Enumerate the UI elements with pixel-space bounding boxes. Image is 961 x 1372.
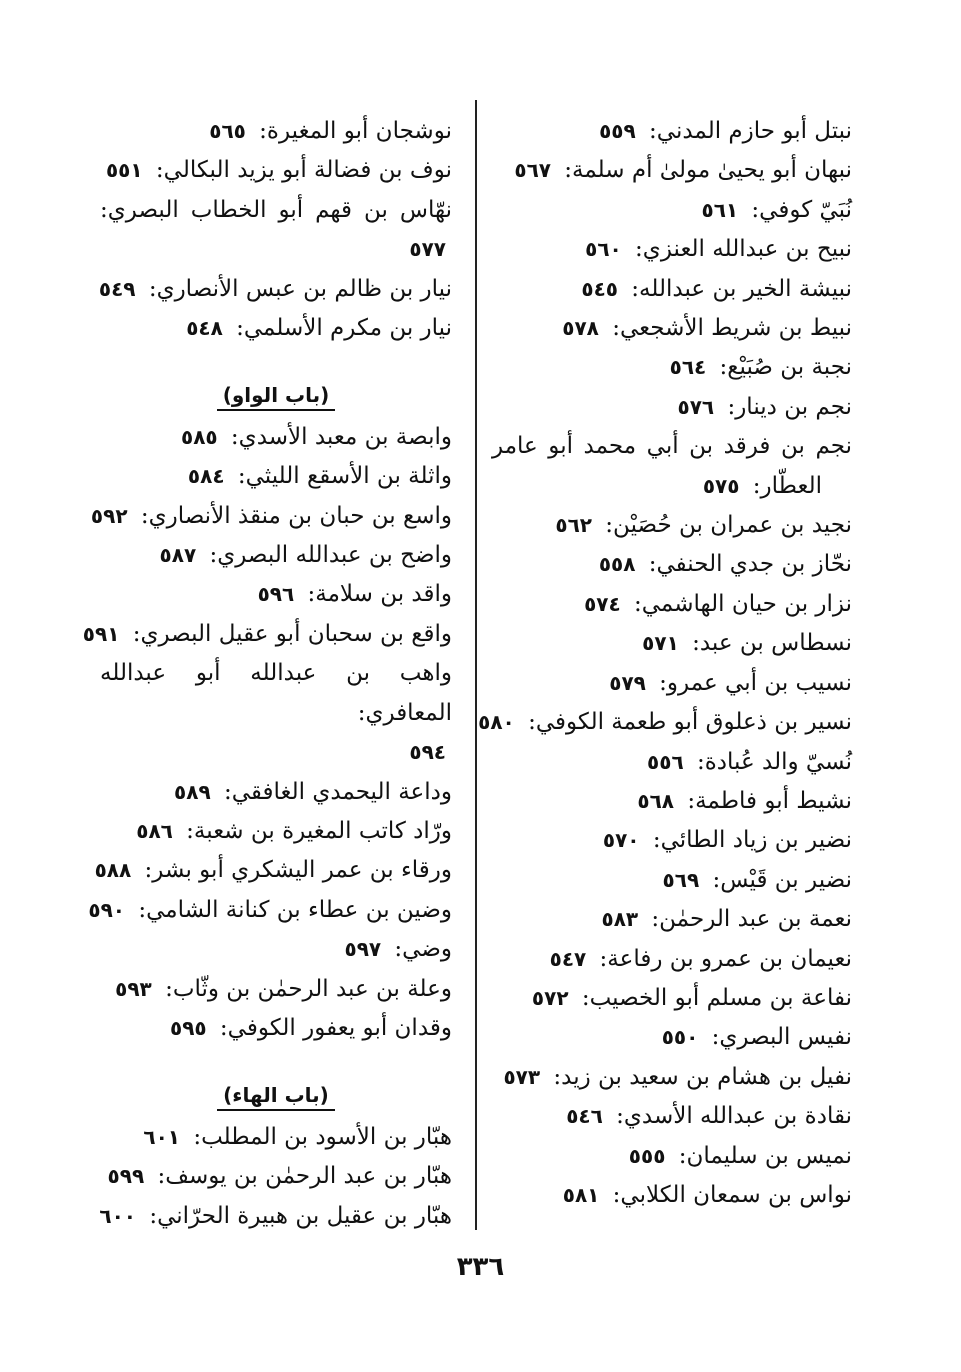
entry-page: ٥٨٥ [181,424,218,449]
entry-page: ٥٤٥ [581,276,618,301]
index-entry [90,497,452,536]
index-entry [100,457,452,496]
index-entry [492,979,852,1018]
page-number: ٣٣٦ [456,1252,505,1282]
entry-page: ٥٤٩ [98,276,136,301]
entry-name: وابصة بن معبد الأسدي: [223,423,452,450]
index-entry [492,427,852,506]
entry-page: ٥٩١ [82,621,120,646]
entry-name: وداعة اليحمدي الغافقي: [216,778,452,805]
entry-page: ٥٦٥ [209,119,246,143]
index-entry [100,309,452,348]
entry-name: هبّار بن عبد الرحمٰن بن يوسف: [150,1163,452,1190]
index-entry [492,506,852,545]
entry-page: ٥٨١ [562,1182,600,1207]
index-entry [82,615,452,654]
index-entry [492,664,852,703]
entry-page: ٥٥٩ [599,119,636,143]
entry-page: ٥٩٢ [90,503,128,528]
entry-page: ٥٨٩ [174,779,211,804]
index-entry [492,191,852,230]
index-entry [100,1157,452,1196]
entry-name: نُسيّ والد عُبادة: [689,748,852,775]
index-entry [492,151,852,190]
entry-name: واسع بن حبان بن منقذ الأنصاري: [133,502,452,529]
entry-page: ٥٨٣ [601,907,639,932]
entry-page: ٥٥٥ [628,1143,666,1168]
entry-name: نجم بن دينار: [720,393,852,420]
index-entry [100,812,452,851]
index-entry [492,348,852,387]
entry-name: واضح بن عبدالله البصري: [202,542,452,569]
entry-page: ٥٥٦ [647,749,684,774]
entry-page: ٥٧١ [642,631,679,656]
index-entry [492,230,852,269]
entry-page: ٥٦٩ [662,867,700,892]
entry-page: ٥٧٣ [503,1064,541,1089]
index-entry [492,900,852,939]
entry-page: ٥٦٧ [514,158,551,183]
entry-page: ٥٩٤ [409,740,446,765]
entry-page: ٥٤٨ [186,316,223,341]
entry-name: نبيط بن شريط الأشجعي: [604,315,852,342]
entry-name: نجيد بن عمران بن حُصَيْن: [598,512,852,539]
index-entry [492,1097,852,1136]
entry-name: نيار بن ظالم بن عبس الأنصاري: [141,275,452,302]
entry-name: نقادة بن عبدالله الأسدي: [608,1103,852,1130]
index-entry [478,703,852,742]
index-entry [100,1118,452,1157]
entry-name: نضير بن قَيْس: [705,866,852,893]
entry-page: ٦٠١ [143,1124,181,1149]
entry-page: ٥٧٦ [677,394,715,419]
index-entry [492,545,852,584]
entry-name: نشيط أبو فاطمة: [680,787,852,814]
entry-name: نعيمان بن عمرو بن رفاعة: [592,945,852,972]
entry-name: نُبَيّ كوفي: [744,196,852,223]
entry-name: نفيس البصري: [704,1024,852,1051]
entry-name: نسطاس بن عبد: [684,630,852,657]
entry-name: نعمة بن عبد الرحمٰن: [644,906,852,933]
entry-name: ورّاد كاتب المغيرة بن شعبة: [178,817,452,844]
index-entry [100,270,452,309]
index-entry [100,575,452,614]
entry-page: ٥٩٣ [115,976,152,1001]
column-divider [475,100,477,1230]
entry-name: واقد بن سلامة: [300,581,452,608]
entry-name: وعلة بن عبد الرحمٰن بن وثّاب: [157,975,452,1002]
index-entry [492,743,852,782]
index-entry [492,585,852,624]
entry-name: هبّار بن الأسود بن المطلب: [186,1123,452,1150]
index-entry [100,1197,452,1236]
entry-name: نسير بن ذعلوق أبو طعمة الكوفي: [520,709,852,736]
entry-page: ٥٨٦ [136,818,173,843]
right-column [478,112,852,1215]
index-entry [88,891,452,930]
entry-name: نفيل بن هشام بن سعيد بن زيد: [546,1063,852,1090]
entry-page: ٥٥٠ [661,1025,699,1050]
entry-name: نواس بن سمعان الكلابي: [605,1181,852,1208]
index-entry [100,418,452,457]
index-entry [100,191,452,270]
entry-name: ورقاء بن عمر اليشكري أبو بشر: [137,857,452,884]
entry-name: نبتل أبو حازم المدني: [641,118,852,144]
entry-name: واقع بن سحبان أبو عقيل البصري: [125,620,452,647]
entry-page: ٥٥٨ [598,552,636,577]
entry-name: نبيح بن عبدالله العنزي: [627,236,852,263]
entry-page: ٦٠٠ [99,1203,137,1228]
entry-name: نضير بن زياد الطائي: [645,827,852,854]
section-heading-waw-text: (باب الواو) [217,383,336,411]
index-entry [492,782,852,821]
section-heading-waw [100,376,452,415]
entry-name: واهب بن عبدالله أبو عبدالله المعافري: [100,660,452,726]
entry-name: وضي: [387,936,452,963]
entry-page: ٥٩٩ [107,1164,145,1189]
entry-page: ٥٤٦ [566,1104,603,1129]
entry-name: نوشجان أبو المغيرة: [251,118,452,144]
entry-page: ٥٦١ [701,197,739,222]
entry-name: نفاعة بن مسلم أبو الخصيب: [574,984,852,1011]
entry-page: ٥٦٠ [585,237,622,262]
entry-page: ٥٤٧ [549,946,587,971]
entry-page: ٥٩٧ [344,937,382,962]
index-entry [100,970,452,1009]
index-entry [94,851,452,890]
entry-page: ٥٥١ [105,158,143,183]
entry-name: نميس بن سليمان: [671,1142,852,1169]
index-entry [492,940,852,979]
entry-page: ٥٧٤ [584,591,621,616]
entry-name: نبيشة الخير بن عبدالله: [624,275,852,302]
index-entry [492,309,852,348]
index-entry [492,112,852,151]
entry-page: ٥٦٨ [637,788,675,813]
entry-name: نوف بن فضالة أبو يزيد البكالي: [148,157,452,184]
entry-page: ٥٩٦ [257,582,295,607]
entry-name: نبهان أبو يحيىٰ مولىٰ أم سلمة: [556,157,852,184]
entry-name-line2: العطّار: ٥٧٥ [702,472,822,499]
entry-name: نزار بن حيان الهاشمي: [626,590,852,617]
index-entry [492,821,852,860]
section-heading-ha [100,1076,452,1115]
index-entry [100,930,452,969]
entry-name: هبّار بن عقيل بن هبيرة الحرّاني: [142,1202,452,1229]
entry-page: ٥٧٧ [409,237,446,262]
entry-page: ٥٧٨ [562,316,599,341]
entry-page: ٥٩٠ [88,897,126,922]
entry-page: ٥٧٥ [702,473,740,498]
entry-page: ٥٨٨ [94,858,132,883]
index-entry [492,1058,852,1097]
entry-page: ٥٨٤ [187,464,225,489]
entry-name: وقدان أبو يعفور الكوفي: [212,1014,452,1041]
entry-name: نجبة بن صُبَيْع: [712,354,852,381]
index-entry [100,1009,452,1048]
entry-page: ٥٦٢ [555,513,592,538]
index-entry [100,654,452,772]
index-entry [100,536,452,575]
entry-name: وضين بن عطاء بن كنانة الشامي: [131,896,452,923]
index-entry [492,1137,852,1176]
entry-page: ٥٧٢ [531,985,569,1010]
entry-page: ٥٨٠ [478,710,515,735]
entry-name-line1: نجم بن فرقد بن أبي محمد أبو عامر [492,433,852,460]
index-entry [492,1018,852,1057]
entry-name: نيار بن مكرم الأسلمي: [228,315,452,342]
entry-name: نحّاز بن جدي الحنفي: [641,551,852,578]
entry-page: ٥٩٥ [169,1015,207,1040]
entry-page: ٥٧٩ [609,670,646,695]
entry-page: ٥٨٧ [159,543,197,568]
left-column [82,112,452,1236]
entry-name: نسيب بن أبي عمرو: [651,669,852,696]
section-heading-ha-text: (باب الهاء) [217,1083,335,1111]
index-entry [492,270,852,309]
index-entry [492,388,852,427]
entry-page: ٥٦٤ [669,355,707,380]
index-entry [100,773,452,812]
index-entry [492,1176,852,1215]
entry-page: ٥٧٠ [602,828,640,853]
index-entry [492,624,852,663]
entry-name: نهّاس بن قهم أبو الخطاب البصري: [100,196,452,223]
index-entry [100,151,452,190]
index-entry [492,861,852,900]
entry-name: واثلة بن الأسقع الليثي: [230,463,452,490]
index-entry [100,112,452,151]
